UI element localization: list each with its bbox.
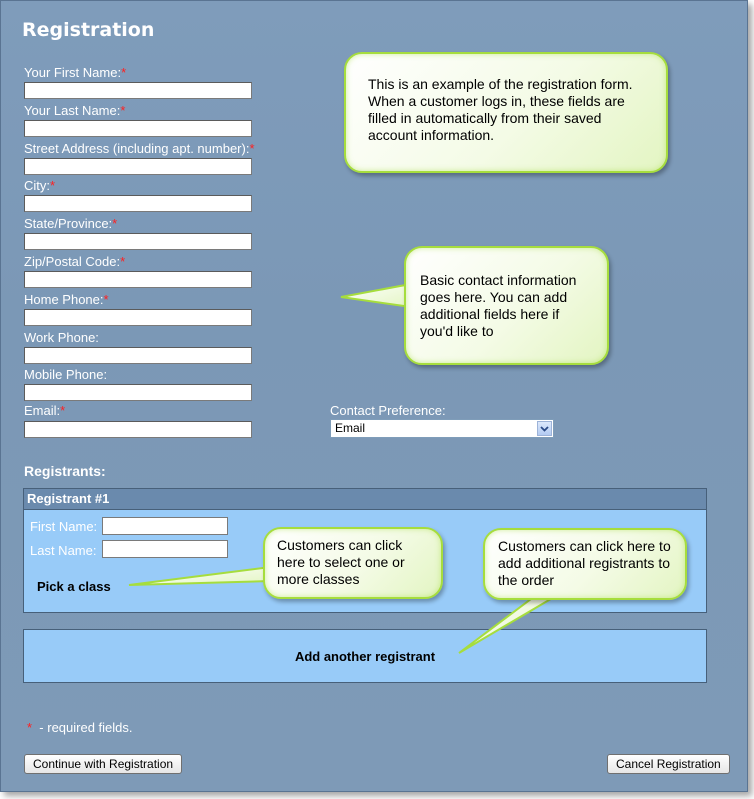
home-phone-input[interactable] [24, 309, 252, 326]
street-address-input[interactable] [24, 158, 252, 175]
registrant-last-name-input[interactable] [102, 540, 228, 558]
chevron-down-icon[interactable] [537, 421, 552, 436]
add-another-registrant-label: Add another registrant [294, 648, 436, 664]
contact-preference-select[interactable] [330, 419, 554, 438]
pick-a-class-link[interactable]: Pick a class [37, 579, 111, 594]
first-name-input[interactable] [24, 82, 252, 99]
registrant-first-name-label: First Name: [30, 519, 98, 534]
contact-callout: Basic contact information goes here. You can add additional fields here if you'd like to [404, 246, 609, 365]
zip-postal-code-input[interactable] [24, 271, 252, 288]
add-another-registrant-button[interactable] [23, 629, 707, 683]
classes-callout: Customers can click here to select one or more classes [263, 527, 443, 599]
contact-preference-value: Email [335, 421, 366, 435]
registrants-callout: Customers can click here to add additional registrants to the order [483, 528, 687, 600]
street-address-label: Street Address (including apt. number):* [24, 141, 255, 156]
page-title: Registration [22, 19, 155, 41]
last-name-label: Your Last Name:* [24, 103, 126, 118]
mobile-phone-input[interactable] [24, 384, 252, 401]
intro-callout: This is an example of the registration form. When a customer logs in, these fields are filled in automatically from their saved account information. [344, 52, 668, 173]
required-fields-note: * - required fields. [27, 720, 133, 735]
email-input[interactable] [24, 421, 252, 438]
registrant-first-name-input[interactable] [102, 517, 228, 535]
city-input[interactable] [24, 195, 252, 212]
registrants-heading: Registrants: [24, 463, 106, 479]
contact-callout-tail [341, 284, 411, 307]
registrant-last-name-label: Last Name: [30, 543, 97, 558]
mobile-phone-label: Mobile Phone: [24, 367, 108, 382]
work-phone-label: Work Phone: [24, 330, 99, 345]
state-province-label: State/Province:* [24, 216, 118, 231]
first-name-label: Your First Name:* [24, 65, 127, 80]
continue-registration-button[interactable]: Continue with Registration [24, 754, 182, 774]
home-phone-label: Home Phone:* [24, 292, 109, 307]
zip-postal-code-label: Zip/Postal Code:* [24, 254, 126, 269]
cancel-registration-button[interactable]: Cancel Registration [607, 754, 730, 774]
registrant-header: Registrant #1 [24, 489, 706, 510]
email-label: Email:* [24, 403, 66, 418]
city-label: City:* [24, 178, 56, 193]
work-phone-input[interactable] [24, 347, 252, 364]
contact-preference-label: Contact Preference: [330, 403, 446, 418]
last-name-input[interactable] [24, 120, 252, 137]
state-province-input[interactable] [24, 233, 252, 250]
